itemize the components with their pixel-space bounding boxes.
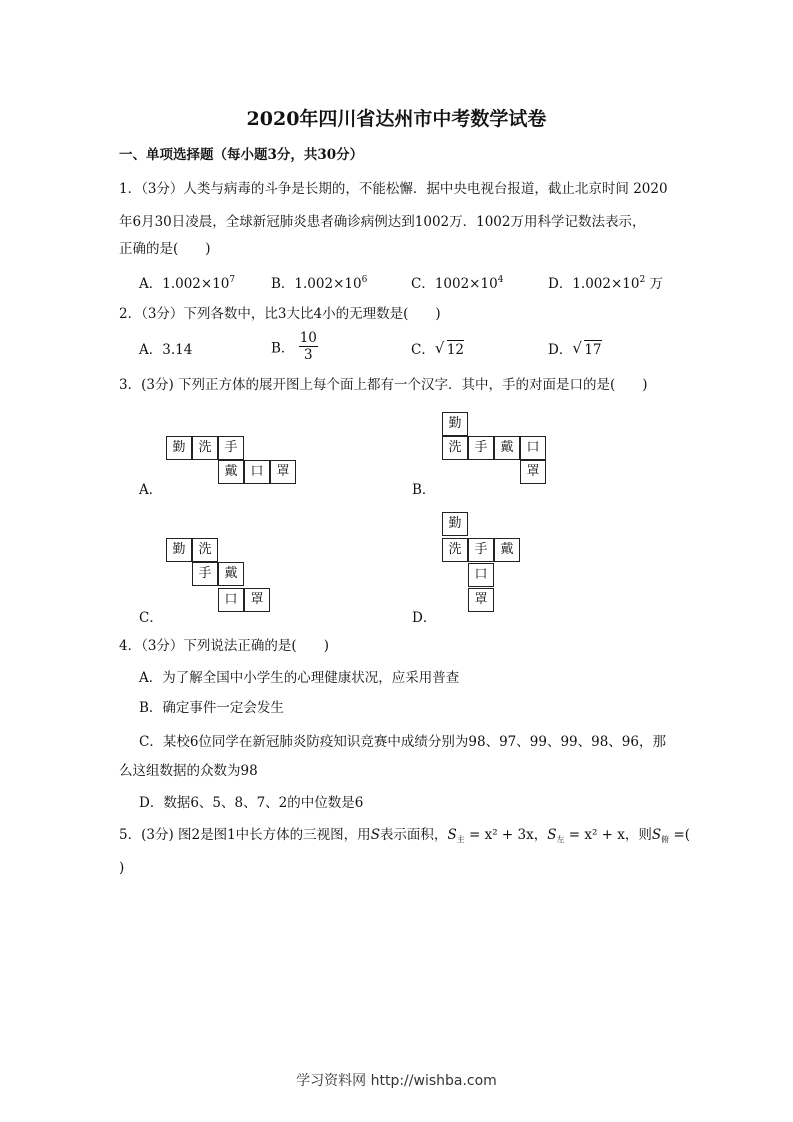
q4-line1: 4．（3分）下列说法正确的是( ) — [119, 638, 329, 654]
q5-line1: 5．(3分) 图2是图1中长方体的三视图，用S表示面积，$S_主 = x^2 + 3x$，$S_左 = x^2 + x$，则$S_俯$ =( — [119, 827, 691, 844]
net-d-face-qin: 勤 — [442, 512, 468, 536]
q1-option-a-text: A．1.002×10 — [139, 276, 230, 292]
net-b-face-kou: 口 — [520, 436, 546, 460]
q5-var-s: S — [370, 827, 380, 843]
net-c-face-qin: 勤 — [166, 538, 192, 562]
q2-option-b[interactable] — [271, 330, 318, 363]
q1-option-c-text: C．1002×10 — [411, 276, 498, 292]
q5-text-b: 表示面积， — [379, 827, 448, 843]
net-b-face-qin: 勤 — [442, 412, 468, 436]
q1-line2: 年6月30日凌晨，全球新冠肺炎患者确诊病例达到1002万．1002万用科学记数法表示， — [119, 214, 646, 230]
q5-s-top: S — [651, 827, 662, 843]
sqrt-symbol: √ 12 — [434, 339, 465, 358]
q5-sub-main: 主 — [456, 835, 465, 844]
q5-s-left: S — [547, 827, 557, 843]
q5-text-c: ，则 — [624, 827, 652, 843]
q2-option-c[interactable] — [411, 338, 464, 358]
q5-sub-left: 左 — [556, 835, 565, 844]
q5-eq-left: = x² + x — [564, 827, 625, 843]
net-d-face-dai: 戴 — [494, 538, 520, 562]
q4-option-d[interactable]: D．数据6、5、8、7、2的中位数是6 — [139, 795, 364, 811]
net-b-face-shou: 手 — [468, 436, 494, 460]
net-d-face-shou: 手 — [468, 538, 494, 562]
q1-option-c-exp: 4 — [497, 275, 504, 285]
net-a-face-kou: 口 — [244, 460, 270, 484]
page-title: 2020年四川省达州市中考数学试卷 — [246, 108, 547, 130]
net-a-face-dai: 戴 — [218, 460, 244, 484]
net-a-face-qin: 勤 — [166, 436, 192, 460]
q3-option-d[interactable]: D． — [412, 610, 437, 626]
q5-s-main: S — [447, 827, 457, 843]
q1-option-a[interactable] — [139, 272, 235, 292]
net-a-face-zhao: 罩 — [270, 460, 296, 484]
q1-option-b-exp: 6 — [361, 275, 368, 285]
q2-option-c-label: C． — [411, 342, 435, 358]
q5-sub-top: 俯 — [661, 835, 670, 844]
q2-option-d-label: D． — [548, 342, 573, 358]
net-b-face-zhao: 罩 — [520, 460, 546, 484]
q5-text-a: 5．(3分) 图2是图1中长方体的三视图，用 — [119, 827, 371, 843]
q2-line1: 2．（3分）下列各数中，比3大比4小的无理数是( ) — [119, 306, 441, 322]
q1-option-b[interactable] — [271, 272, 367, 292]
net-a-face-shou: 手 — [218, 436, 244, 460]
q4-option-c-cont: 么这组数据的众数为98 — [119, 763, 258, 779]
q1-option-d-text: D．1.002×10 — [548, 276, 640, 292]
q1-option-c[interactable] — [411, 272, 503, 292]
q2-option-d[interactable] — [548, 338, 602, 358]
q3-option-a[interactable]: A． — [139, 482, 163, 498]
q3-line1: 3．(3分) 下列正方体的展开图上每个面上都有一个汉字．其中，手的对面是口的是( ) — [119, 377, 648, 393]
q2-fraction — [299, 330, 318, 363]
footer-watermark: 学习资料网 http://wishba.com — [296, 1073, 497, 1089]
q1-option-a-exp: 7 — [229, 275, 236, 285]
net-d-face-kou: 口 — [468, 563, 494, 587]
fraction-denominator: 3 — [304, 347, 313, 363]
radicand: 12 — [446, 342, 465, 358]
q1-option-d[interactable] — [548, 272, 663, 292]
net-a-face-xi: 洗 — [192, 436, 218, 460]
net-b-face-xi: 洗 — [442, 436, 468, 460]
q1-line3: 正确的是( ) — [119, 241, 211, 257]
net-b-face-dai: 戴 — [494, 436, 520, 460]
q1-option-b-text: B．1.002×10 — [271, 276, 362, 292]
q5-eq-main: = x² + 3x — [464, 827, 534, 843]
q1-option-d-exp: 2 — [639, 275, 646, 285]
net-c-face-zhao: 罩 — [244, 588, 270, 612]
q2-option-a[interactable]: A．3.14 — [139, 342, 193, 358]
q4-option-b[interactable]: B．确定事件一定会发生 — [139, 700, 284, 716]
q4-option-a[interactable]: A．为了解全国中小学生的心理健康状况，应采用普查 — [139, 670, 460, 686]
radicand: 17 — [584, 342, 602, 358]
q3-option-c[interactable]: C． — [139, 610, 163, 626]
sqrt-symbol: √ 17 — [572, 339, 602, 358]
q2-option-b-label: B． — [271, 340, 295, 357]
net-c-face-shou: 手 — [192, 562, 218, 586]
net-d-face-zhao: 罩 — [468, 588, 494, 612]
q3-option-b[interactable]: B． — [412, 482, 436, 498]
net-c-face-kou: 口 — [218, 588, 244, 612]
q1-line1: 1．（3分）人类与病毒的斗争是长期的，不能松懈．据中央电视台报道，截止北京时间 2020 — [119, 181, 668, 197]
net-c-face-xi: 洗 — [192, 538, 218, 562]
q5-line2: ) — [119, 860, 125, 876]
q5-text-d: =( — [669, 827, 691, 843]
net-d-face-xi: 洗 — [442, 538, 468, 562]
net-c-face-dai: 戴 — [218, 562, 244, 586]
fraction-numerator: 10 — [299, 330, 317, 346]
q4-option-c[interactable]: C．某校6位同学在新冠肺炎防疫知识竞赛中成绩分别为98、97、99、99、98、96，那 — [139, 734, 666, 750]
section-heading: 一、单项选择题（每小题3分，共30分） — [119, 147, 364, 163]
q1-option-d-suffix: 万 — [645, 276, 663, 292]
